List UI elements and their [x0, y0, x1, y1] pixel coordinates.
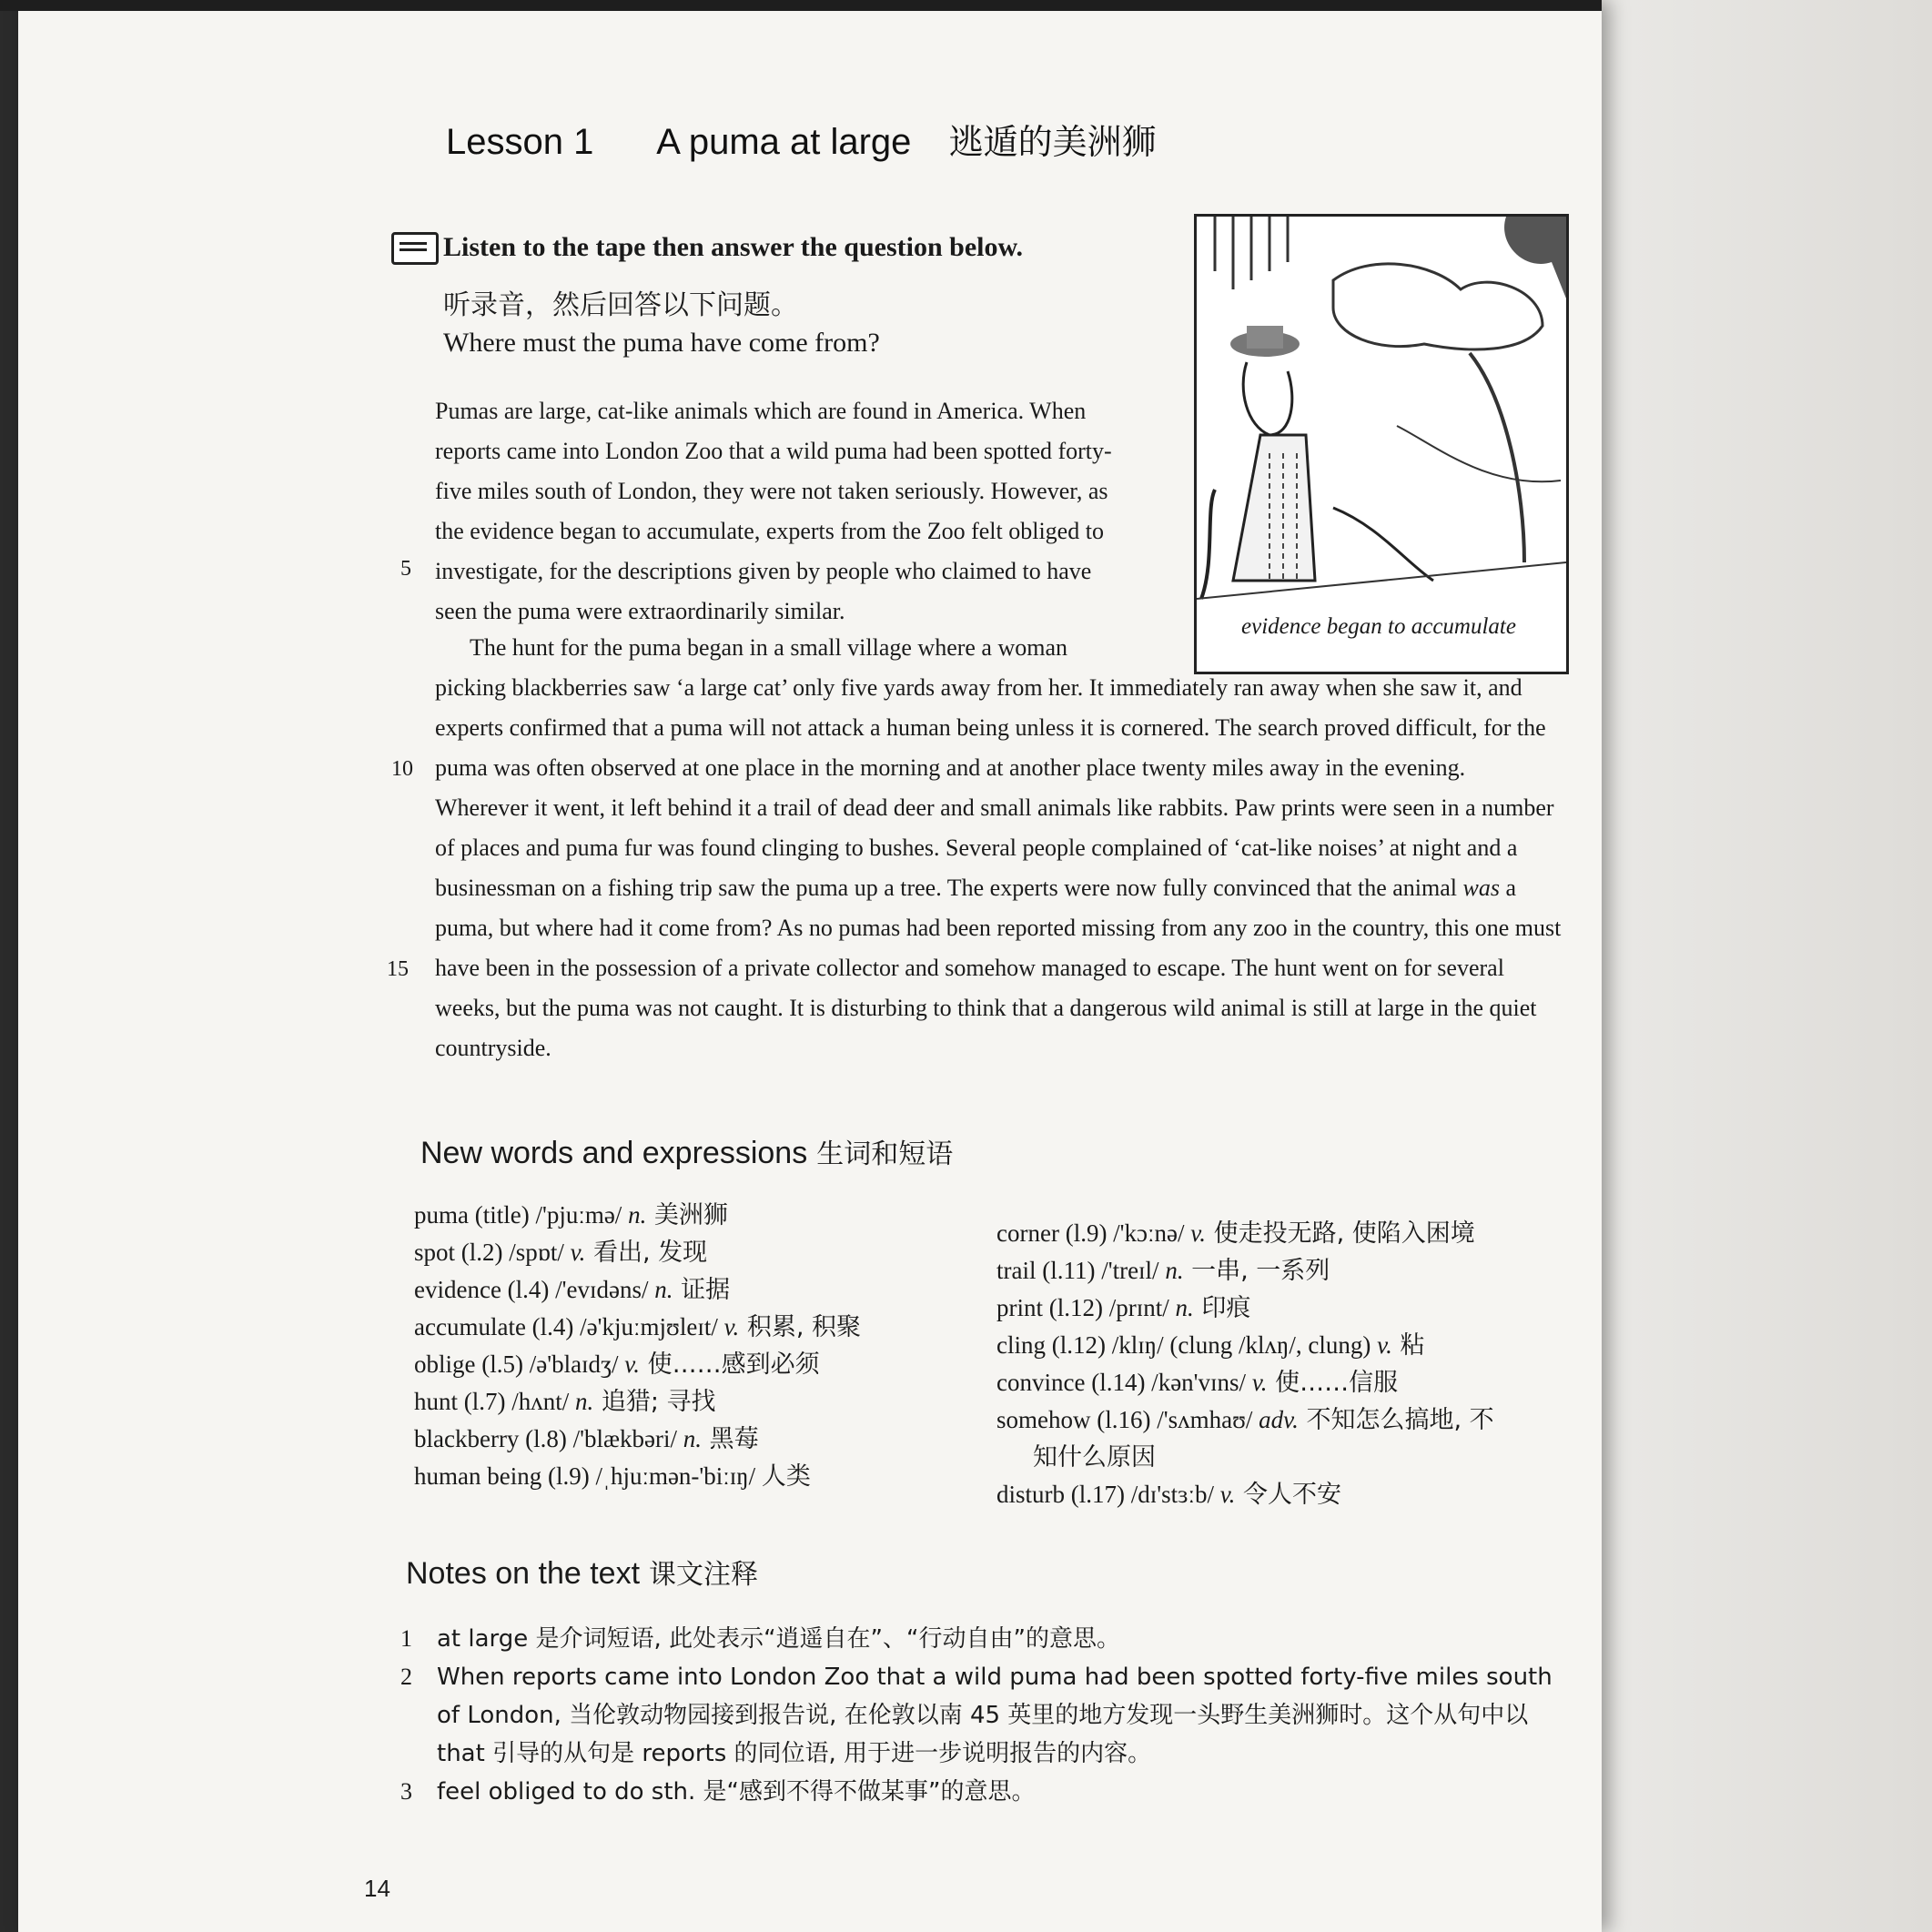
- illustration-caption: evidence began to accumulate: [1241, 614, 1516, 639]
- vocab-entry: [414, 1346, 978, 1383]
- note-item: [400, 1620, 1574, 1658]
- vocab-word: spot (l.2) /spɒt/: [414, 1239, 571, 1266]
- vocab-pos: n.: [654, 1276, 673, 1303]
- vocab-meaning: 黑莓: [702, 1425, 759, 1453]
- vocab-meaning: 使……信服: [1267, 1369, 1399, 1397]
- heading-text-cn: 课文注释: [649, 1559, 759, 1591]
- cassette-tape-icon: [391, 232, 439, 265]
- vocab-entry: [414, 1234, 978, 1271]
- vocab-pos: n.: [1175, 1294, 1194, 1321]
- vocab-word: accumulate (l.4) /ə'kjuːmjʊleɪt/: [414, 1313, 724, 1340]
- vocab-meaning: 看出, 发现: [585, 1239, 708, 1267]
- vocab-entry: [996, 1290, 1579, 1327]
- page-top-shadow: [0, 0, 1602, 11]
- vocab-word: disturb (l.17) /dɪ'stɜːb/: [996, 1481, 1220, 1508]
- vocab-entry: [996, 1476, 1579, 1513]
- vocab-word: blackberry (l.8) /'blækbəri/: [414, 1425, 683, 1452]
- passage-paragraph-2-start: The hunt for the puma began in a small village where a woman: [470, 634, 1068, 661]
- vocab-meaning: 使……感到必须: [640, 1350, 820, 1379]
- lesson-heading: [446, 114, 1157, 164]
- vocab-word: corner (l.9) /'kɔːnə/: [996, 1219, 1191, 1247]
- notes-heading: [406, 1552, 758, 1592]
- vocab-entry: [414, 1309, 978, 1346]
- line-number: 10: [391, 757, 413, 781]
- vocab-entry: [996, 1327, 1579, 1364]
- vocab-word: hunt (l.7) /hʌnt/: [414, 1388, 575, 1415]
- vocab-pos: v.: [624, 1350, 641, 1378]
- question-instruction-cn: 听录音，然后回答以下问题。: [443, 289, 798, 321]
- vocab-entry: [414, 1383, 978, 1421]
- vocab-entry-continued: [996, 1439, 1579, 1476]
- vocab-entry: [414, 1421, 978, 1458]
- note-number: 3: [400, 1778, 412, 1805]
- vocab-entry: [996, 1215, 1579, 1252]
- vocab-word: puma (title) /'pjuːmə/: [414, 1201, 629, 1229]
- background-surface: [1602, 0, 1932, 1932]
- note-text: at large 是介词短语, 此处表示“逍遥自在”、“行动自由”的意思。: [437, 1625, 1120, 1653]
- lesson-title: A puma at large: [656, 122, 912, 162]
- notes-list: [400, 1620, 1574, 1811]
- vocab-entry: [414, 1271, 978, 1309]
- vocab-meaning: 不知怎么搞地, 不: [1298, 1406, 1494, 1434]
- line-number: 5: [400, 557, 411, 581]
- vocab-pos: n.: [683, 1425, 703, 1452]
- vocab-list-left: [414, 1197, 978, 1495]
- vocab-meaning: 令人不安: [1235, 1481, 1342, 1509]
- question-instruction: Listen to the tape then answer the question below.: [443, 232, 1023, 262]
- passage-paragraph-1: Pumas are large, cat-like animals which are found in America. When reports came into London Zoo that a wild puma had been spotted forty-five miles south of London, they were not taken seriously. However, as the evidence began to accumulate, experts from the Zoo felt obliged to investigate, for the descriptions given by people who claimed to have seen the puma were extraordinarily similar.: [435, 398, 1112, 624]
- vocab-word: convince (l.14) /kən'vɪns/: [996, 1369, 1252, 1396]
- note-item: [400, 1773, 1574, 1811]
- note-text: When reports came into London Zoo that a wild puma had been spotted forty-five miles south of London, 当伦敦动物园接到报告说, 在伦敦以南 45 英里的地方发现一头野生美洲狮时。这个从句中以 that 引导的从句是 reports 的同位语, 用于进一步说明报告的内容。: [437, 1664, 1553, 1767]
- vocab-meaning: 人类: [761, 1462, 811, 1491]
- vocab-word: somehow (l.16) /'sʌmhaʊ/: [996, 1406, 1259, 1433]
- passage-text: a puma, but where had it come from? As no pumas had been reported missing from any zoo in the country, this one must have been in the possession of a private collector and somehow managed to escape. The hunt went on for several weeks, but the puma was not caught. It is disturbing to think that a dangerous wild animal is still at large in the quiet countryside.: [435, 875, 1562, 1061]
- vocab-pos: v.: [723, 1313, 740, 1340]
- vocab-pos: adv.: [1259, 1406, 1299, 1433]
- vocab-word: oblige (l.5) /ə'blaɪdʒ/: [414, 1350, 625, 1378]
- line-number: 15: [387, 957, 409, 981]
- passage-text: picking blackberries saw ‘a large cat’ only five yards away from her. It immediately ran away when she saw it, and experts confirmed that a puma will not attack a human being unless it is cornered. The search proved difficult, for the puma was often observed at one place in the morning and at another place twenty miles away in the evening. Wherever it went, it left behind it a trail of dead deer and small animals like rabbits. Paw prints were seen in a number of places and puma fur was found clinging to bushes. Several people complained of ‘cat-like noises’ at night and a businessman on a fishing trip saw the puma up a tree. The experts were now fully convinced that the animal: [435, 674, 1554, 901]
- passage-paragraph-2: [435, 668, 1563, 1068]
- vocab-word: print (l.12) /prɪnt/: [996, 1294, 1176, 1321]
- new-words-heading: [420, 1131, 953, 1171]
- vocab-word: human being (l.9) /ˌhjuːmən-'biːɪŋ/: [414, 1462, 762, 1490]
- heading-text-cn: 生词和短语: [816, 1138, 954, 1170]
- note-number: 1: [400, 1625, 412, 1652]
- vocab-entry: [996, 1252, 1579, 1290]
- vocab-pos: v.: [1251, 1369, 1268, 1396]
- vocab-pos: v.: [1377, 1331, 1392, 1359]
- vocab-meaning: 知什么原因: [1033, 1443, 1156, 1472]
- vocab-entry: [414, 1197, 978, 1234]
- vocab-pos: n.: [628, 1201, 647, 1229]
- vocab-pos: n.: [1165, 1257, 1184, 1284]
- note-item: [400, 1658, 1574, 1773]
- passage-emphasis: was: [1462, 875, 1500, 901]
- vocab-list-right: [996, 1215, 1579, 1513]
- heading-text: Notes on the text: [406, 1556, 641, 1591]
- cartoon-illustration: [1194, 214, 1569, 674]
- vocab-entry: [414, 1458, 978, 1495]
- vocab-meaning: 证据: [673, 1276, 731, 1304]
- vocab-pos: v.: [1190, 1219, 1207, 1247]
- vocab-pos: v.: [1219, 1481, 1236, 1508]
- vocab-meaning: 使走投无路, 使陷入困境: [1206, 1219, 1475, 1248]
- vocab-meaning: 追猎; 寻找: [593, 1388, 716, 1416]
- lesson-number: Lesson 1: [446, 122, 594, 162]
- vocab-entry: [996, 1364, 1579, 1401]
- note-text: feel obliged to do sth. 是“感到不得不做某事”的意思。: [437, 1778, 1036, 1806]
- vocab-entry: [996, 1401, 1579, 1439]
- note-number: 2: [400, 1664, 412, 1690]
- vocab-meaning: 一串, 一系列: [1183, 1257, 1330, 1285]
- heading-text: New words and expressions: [420, 1136, 808, 1170]
- vocab-meaning: 美洲狮: [646, 1201, 728, 1229]
- vocab-word: trail (l.11) /'treɪl/: [996, 1257, 1166, 1284]
- lesson-title-cn: 逃遁的美洲狮: [948, 122, 1157, 162]
- comprehension-question: Where must the puma have come from?: [443, 328, 880, 358]
- cartoon-drawing: [1197, 217, 1566, 617]
- vocab-meaning: 印痕: [1193, 1294, 1251, 1322]
- page-number: 14: [364, 1875, 390, 1902]
- vocab-meaning: 粘: [1391, 1331, 1425, 1360]
- vocab-word: cling (l.12) /klɪŋ/ (clung /klʌŋ/, clung): [996, 1331, 1378, 1359]
- vocab-meaning: 积累, 积聚: [739, 1313, 862, 1341]
- vocab-word: evidence (l.4) /'evɪdəns/: [414, 1276, 655, 1303]
- vocab-pos: v.: [570, 1239, 586, 1266]
- vocab-pos: n.: [575, 1388, 594, 1415]
